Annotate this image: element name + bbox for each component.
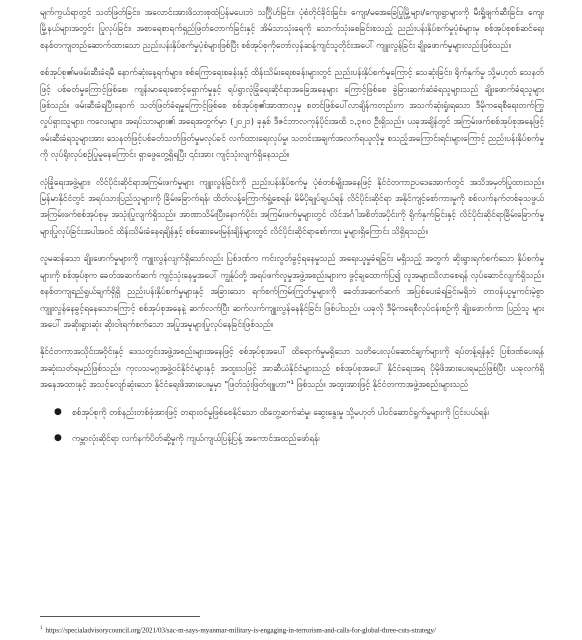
paragraph-3: လုံခြုံရေးအဖွဲ့များ၊ လိင်ပိုင်းဆိုင်ရာအကြမ်းဖက်မှုများ ကျူးလွန်ခြင်းကို ညည်းပန်းနှိပ်စက်မှု ပုံစံတစ်မျိုးအနေဖြင့် နိုင်ငံတကာဥပဒေအောက်တွင် အသိအမှတ်ပြုထားသည်။ မြန်မာနိုင်ငံတွင် အရပ်သားပြည်သူများကို ခြိမ်းခြောက်ရန်၊ ထိတ်လန့်ကြောက်ရွံ့စေရန်၊ မိမိပိုချုပ်ချယ်ရန် လိင်ပိုင်းဆိုင်ရာ အနိုင်ကျင့်စော်ကားမှုကို စစ်လက်နက်တစ်ခုသဖွယ် အကြမ်းဖက်စစ်အုပ်စုမှ အသုံးပြုလျက်ရှိသည်။ အာဏာသိမ်းပြီးနောက်ပိုင်း အကြမ်းဖက်မှုများတွင် လိင်အင်္ဂါအစိတ်အပိုင်းကို ရိုက်နှက်ခြင်းနှင့် လိင်ပိုင်းဆိုင်ရာခြိမ်းခြောက်မှုများပြုလုပ်ခြင်းအပါအဝင် ထိန်းသိမ်းခံနေရချိန်နှင့် စစ်ဆေးမေးမြန်းချိန်များတွင် လိင်ပိုင်းဆိုင်ရာစော်ကား မှုများရှိကြောင်း သိရှိရသည်။ bbox=[40, 176, 544, 236]
bullet-marker-icon: ● bbox=[54, 406, 62, 417]
document-body bbox=[40, 4, 544, 456]
bullet-text: စစ်အုပ်စုကို တစ်နည်းတစ်ဖုံအားဖြင့် တရားဝင်မှုဖြစ်စေနိုင်သော ထိတွေ့ဆက်ဆံမှု၊ ဆွေးနွေးမှု သို့မဟုတ် ပါဝင်ဆောင်ရွက်မှုများကို ငြင်းပယ်ရန်၊ bbox=[72, 406, 489, 417]
paragraph-4: လူမဆန်သော ချိုးဖောက်မှုများကို ကျူးလွန်လျက်ရှိသော်လည်း ပြစ်ဒဏ်က ကင်းလွတ်ခွင့်ရနေမှုသည် အရေးယူမှုခံရခြင်း မရှိသည့် အတွက် ဆိုးရွားရက်စက်သော နှိပ်စက်မှုများကို စစ်အုပ်စုက ခေတ်အဆက်ဆက် ကျင့်သုံးနေမှုအပေါ် ကျွန်ုပ်တို့ အရပ်ဖက်လူမှုအဖွဲ့အစည်းများက ဖွင့်ချထောက်ပြ၍ လူအများသိလာစေရန် လုပ်ဆောင်လျက်ရှိသည်။ စနစ်တကျရည်ရွယ်ချက်ရှိရှိ ညည်းပန်းနှိပ်စက်မှုများနှင့် အခြားသော ရက်စက်ကြမ်းကြုတ်မှုများကို ခေတ်အဆက်ဆက် အပြစ်ပေးခံရခြင်းမရှိဘဲ တာဝန်ယူမှုကင်းမဲ့စွာ ကျူးလွန်နေခွင့်ရနေသောကြောင့် စစ်အုပ်စုအနေနဲ့ ဆက်လက်ပြီး ဆက်လက်ကျူးလွန်နေနိုင်ခြင်း ဖြစ်ပါသည်။ ယခုလို ဒီမိုကရေစီလုပ်ငန်းစဉ်ကို ချိုးဖောက်ကာ ပြည်သူ များအပေါ် အဆိုးရွားဆုံး ဆိုးဝါးရက်စက်သော အပြုအမူများပြုလုပ်နေခြင်းဖြစ်သည်။ bbox=[40, 253, 544, 329]
paragraph-1: မျက်ကွယ်ရာတွင် သတ်ဖြတ်ခြင်း၊ အလောင်းအားဖိသားစုထံပြန်မပေးဘဲ သင်္ဂြိုဟ်ခြင်း၊ ပုံစံတိုင်ခိုင်းခြင်း၊ ကျေး/မအေခြေပြုမြို့များ/ကျေးရွာများကို မီးရှို့ဖျက်ဆီးခြင်း၊ ကျေးမြို့နယ်များအတွင်း ပြုလုပ်ခြင်း၊ အစာရေစာရက်ရှည်ဖြတ်တောက်ခြင်းနှင့် အိမ်သာသုံးရေကို သောက်သုံးစေခြင်းစသည့် ညည်းပန်းနှိပ်စက်မှုပုံစံများမှ စစ်အုပ်စုစစ်ဆင်ရေးစနစ်တကျတည်ဆောက်ထားသော ညည်းပန်းနှိပ်စက်မှုပုံစံများဖြစ်ပြီး စစ်အုပ်စုကိုတော်လှန်ဆန့်ကျင်သူတိုင်းအပေါ် ကျူးလွန်ခြင်း ချိုးဖောက်မှုများလည်းဖြစ်သည်။ bbox=[40, 7, 544, 50]
footnote bbox=[40, 624, 544, 635]
footnote-number: 1 bbox=[40, 626, 43, 631]
bullet-item-2 bbox=[40, 430, 544, 446]
bullet-marker-icon: ● bbox=[54, 432, 62, 443]
bullet-item-1 bbox=[40, 404, 544, 420]
footnote-link[interactable]: https://specialadvisorycouncil.org/2021/03/sac-m-says-myanmar-military-is-engaging-in-terrorism-and-calls-for-global-three-cuts-strategy/ bbox=[45, 626, 436, 635]
bullet-list bbox=[40, 404, 544, 447]
paragraph-5: နိုင်ငံတကာအသိုင်းအဝိုင်းနှင့် ဒေသတွင်းအဖွဲ့အစည်းများအနေဖြင့် စစ်အုပ်စုအပေါ် ထိရောက်မှုမရှိသော သတိပေးလုပ်ဆောင်ချက်များကို ရပ်တန့်ရန်နှင့် ပြစ်ဒဏ်ပေးရန် အဆုံးသတ်ရမည်ဖြစ်သည်။ ကုလသမဂ္ဂအဖွဲ့ဝင်နိုင်ငံများနှင့် အထူးသဖြင့် အာဆီယံနိုင်ငံများသည် စစ်အုပ်စုအပေါ် နိုင်ငံရေးအရ ပိုမိုဖိအားပေးရမည်ဖြစ်ပြီး ယခုလက်ရှိအနေအထားနှင့် အသင့်လျော်ဆုံးသော နိုင်ငံရေးဖိအားပေးမှုမှာ "ဖြတ်သုံးဖြတ်ဗျူဟာ"¹ ဖြစ်သည်။ အထူးအားဖြင့် နိုင်ငံတကာအဖွဲ့အစည်းများသည် bbox=[40, 346, 544, 390]
bullet-text: ကမ္ဘာလုံးဆိုင်ရာ လက်နက်ပိတ်ဆို့မှုကို ကျယ်ကျယ်ပြန့်ပြန့် အကောင်အထည်ဖော်ရန်၊ bbox=[72, 432, 320, 443]
footnote-divider bbox=[40, 616, 200, 617]
paragraph-2: စစ်အုပ်စု၏မဖမ်းဆီးခံရမီ နောက်ဆုံးနေ့ရက်များ၊ စစ်ကြောရေးစခန်းနှင့် ထိန်းသိမ်းရေးစခန်းများတွင် ညည်းပန်းနှိပ်စက်မှုကြောင့် သေဆုံးခြင်း၊ ရိုက်နှက်မှု သို့မဟုတ် သေနတ်ဖြင့် ပစ်ခတ်မှုကြောင့်ဖြစ်စေ၊ ကျန်းမာရေးစောင့်ရှောက်မှုနှင့် ရပ်ရွာလုံခြုံရေးဆိုင်ရာအခြေအနေများ ကြောင့်ဖြစ်စေ ခွဲခြားဆက်ဆံခံရသူများသည် ချိုးဖောက်ခံရသူများဖြစ်သည်။ ဖမ်းဆီးခံရပြီးနောက် သတ်ဖြတ်ခံရမှုကြောင့်ဖြစ်စေ စစ်အုပ်စု၏အာဏာလုမှု စတင်ဖြစ်ပေါ်လာချိန်ကတည်းက အသက်ဆုံးရှုံးရသော ဒီမိုကရေစီရေးတက်ကြွလှုပ်ရှားသူများ၊ ကလေးများ၊ အရပ်သားများ၏ အရေအတွက်မှာ (၂၀၂၁) ခုနှစ် ဒီဇင်ဘာလကုန်ပိုင်းအထိ ၁,၃၈၀ ဦးရှိသည်။ ယခုအချိန်တွင် အကြမ်းဖက်စစ်အုပ်စုအနေဖြင့် ဖမ်းဆီးခံရသူများအား သေနတ်ဖြင့်ပစ်ခတ်သတ်ဖြတ်မှုမလုပ်ခင် လက်ထားရေးလုပ်မှု၊ သတင်းအချက်အလက်ရယူလိုမှု စသည့်အကြောင်းရင်းများကြောင့် ညည်းပန်းနှိပ်စက်မှုကို လုပ်ရိုးလုပ်စဉ်ပြုမူနေကြောင်း ရှာဖွေတွေ့ရှိရပြီး ၎င်းအား ကျင့်သုံးလျက်ရှိနေသည်။ bbox=[40, 67, 544, 160]
